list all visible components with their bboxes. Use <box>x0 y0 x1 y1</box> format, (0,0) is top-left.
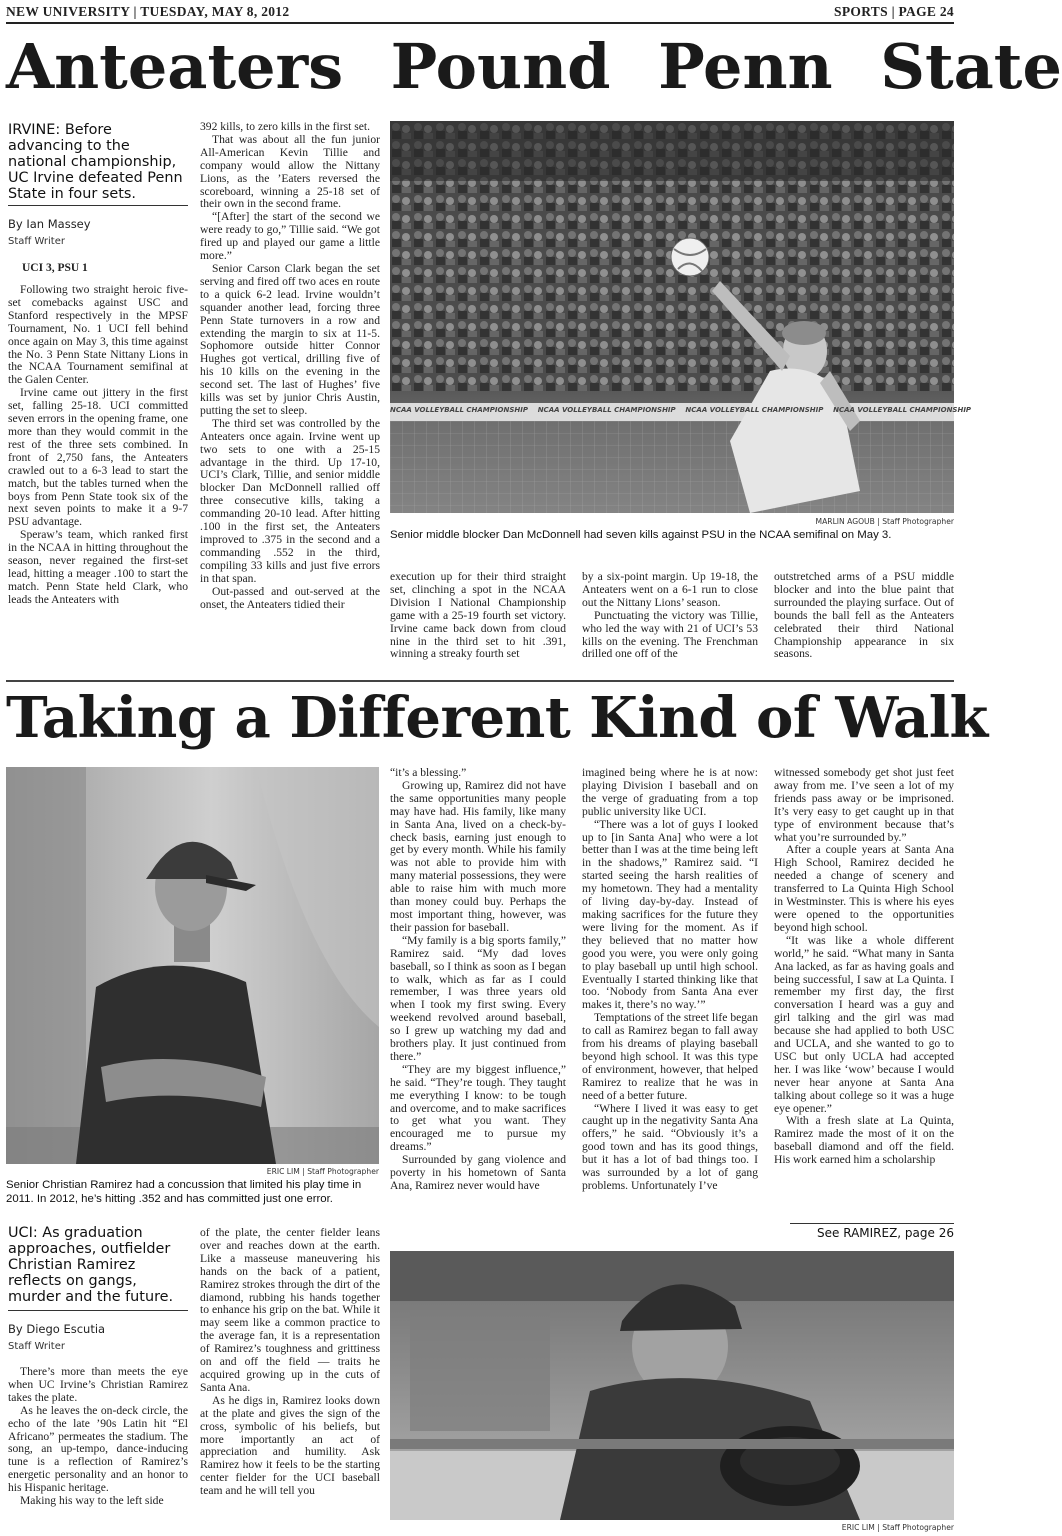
story2-deck: UCI: As graduation approaches, outfielder Christian Ramirez reflects on gangs, murder and the future. <box>8 1225 174 1305</box>
story2-column-5 <box>774 767 954 1221</box>
paragraph: Making his way to the left side <box>20 1494 164 1508</box>
story1-deck-rule <box>8 205 188 206</box>
paragraph: execution up for their third straight set, clinching a spot in the NCAA Division I National Championship game with a 25-19 fourth set victory. Irvine came back down from cloud nine in the third set to hit .391, winning a streaky fourth set <box>390 570 566 661</box>
story1-photo-credit: MARLIN AGOUB | Staff Photographer <box>815 517 954 526</box>
paragraph: As he leaves the on-deck circle, the echo of the late ’90s Latin hit “El Africano” permeates the stadium. The song, an up-tempo, dance-inducing tune is a reflection of Ramirez’s energetic personality and an honor to his Hispanic heritage. <box>8 1403 188 1495</box>
story1-column-5 <box>774 571 954 671</box>
story2-column-3 <box>390 767 566 1246</box>
paragraph: Temptations of the street life began to call as Ramirez began to fall away from his dreams of playing baseball beyond high school. It was this type of environment, however, that helped Ramirez to realize that he was in need of a better future. <box>582 1011 758 1102</box>
jump-line: See RAMIREZ, page 26 <box>817 1226 954 1240</box>
story2-photo1-caption: Senior Christian Ramirez had a concussion that limited his play time in 2011. In 2012, he’s hitting .352 and has committed just one error. <box>6 1179 362 1205</box>
banner-text: NCAA VOLLEYBALL CHAMPIONSHIP <box>685 406 824 414</box>
paragraph: Out-passed and out-served at the onset, the Anteaters tidied their <box>200 584 380 611</box>
ramirez-portrait-art <box>6 767 379 1164</box>
paragraph: “Where I lived it was easy to get caught up in the negativity Santa Ana offers,” he said. “Obviously it’s a good town and has its good things, but it has a lot of bad things too. I was surrounded by a lot of gang problems. Unfortunately I’ve <box>582 1101 758 1192</box>
paragraph: “[After] the start of the second we were ready to go,” Tillie said. “We got fired up and played our game a little more.” <box>200 210 380 263</box>
paragraph: witnessed somebody get shot just feet away from me. I’ve seen a lot of my friends pass away or be imprisoned. It’s very easy to get caught up in that type of environment because that’s what you’re surrounded by.” <box>774 766 954 844</box>
paragraph: As he digs in, Ramirez looks down at the plate and gives the sign of the cross, symbolic of his beliefs, but more importantly an act of appreciation and humility. Ask Ramirez how it feels to be the starting center fielder for the UCI baseball team and he will tell you <box>200 1393 380 1498</box>
story1-headline: Anteaters Pound Penn State <box>6 30 1062 103</box>
paragraph: With a fresh slate at La Quinta, Ramirez made the most of it on the baseball diamond and off the field. His work earned him a scholarship <box>774 1114 954 1167</box>
story2-column-2 <box>200 1227 380 1530</box>
folio-left: NEW UNIVERSITY | TUESDAY, MAY 8, 2012 <box>6 4 290 19</box>
banner-text: NCAA VOLLEYBALL CHAMPIONSHIP <box>390 406 528 414</box>
paragraph: Senior Carson Clark began the set serving and fired off two aces en route to a quick 6-2 lead. Irvine wouldn’t squander another lead, forcing three Penn State turnovers in a row and extending the margin to six at 11-5. Sophomore outside hitter Connor Hughes got vertical, drilling five of his 10 kills on the evening in the second set. The last of Hughes’ five kills was set by junior Chris Austin, putting the set to sleep. <box>200 261 380 417</box>
story2-column-1 <box>8 1366 188 1530</box>
paragraph: “it’s a blessing.” <box>390 766 467 779</box>
paragraph: “They are my biggest influence,” he said. “They’re tough. They taught me everything I know: to be tough and overcome, and to make sacrifices to get what you want. They encouraged me to pursue my dreams.” <box>390 1062 566 1154</box>
paragraph: of the plate, the center fielder leans over and reaches down at the earth. Like a masseuse maneuvering his hands on the back of a patient, Ramirez strokes through the dirt of the diamond, rubbing his hands together to enhance his grip on the bat. While it may seem like a common practice to the average fan, it is a representation of Ramirez’s toughness and grittiness on and off the field — traits he acquired growing up in the cuts of Santa Ana. <box>200 1226 380 1394</box>
paragraph: Punctuating the victory was Tillie, who led the way with 21 of UCI’s 53 kills on the evening. The Frenchman drilled one off of the <box>582 608 758 661</box>
paragraph: There’s more than meets the eye when UC Irvine’s Christian Ramirez takes the plate. <box>8 1365 188 1404</box>
story2-deck-rule <box>8 1310 188 1311</box>
story2-byline: By Diego Escutia <box>8 1322 106 1336</box>
header-rule <box>6 22 954 24</box>
story1-column-4 <box>582 571 758 671</box>
paragraph: imagined being where he is at now: playing Division I baseball and on the verge of graduating from a top public university like UCI. <box>582 766 758 818</box>
story1-column-2 <box>200 121 380 669</box>
paragraph: Speraw’s team, which ranked first in the NCAA in hitting throughout the season, never regained the first-set lead, hitting a meager .100 to start the match. Penn State held Clark, who leads the Anteaters with <box>8 528 188 606</box>
paragraph: Growing up, Ramirez did not have the same opportunities many people may have had. His family, like many in Santa Ana, lived on a check-by-check basis, earning just enough to get by every month. While his family was not able to provide him with many material possessions, they were able to raise him with much more than money could buy. Perhaps the most important thing, however, was their passion for baseball. <box>390 778 566 934</box>
paragraph: That was about all the fun junior All-American Kevin Tillie and company would allow the Nittany Lions, as the ’Eaters reversed the scoreboard, winning a 25-18 set of their own in the second frame. <box>200 132 380 211</box>
paragraph: outstretched arms of a PSU middle blocker and into the blue paint that surrounded the playing surface. Out of bounds the ball fell as the Anteaters celebrated their third National Championship appearance in six seasons. <box>774 570 954 661</box>
paragraph: Irvine came out jittery in the first set, falling 25-18. UCI committed seven errors in the opening frame, one more than they would commit in the rest of the three sets combined. In front of 2,750 fans, the Anteaters crawled out to a 6-3 lead to start the match, but the tables turned when the boys from Penn State took six of the next seven points to make it a 9-7 PSU advantage. <box>8 386 188 529</box>
paragraph: The third set was controlled by the Anteaters once again. Irvine went up two sets to one with a 25-15 advantage in the third. Up 17-10, UCI’s Clark, Tillie, and senior middle blocker Dan McDonnell rallied off three consecutive kills, taking a commanding 20-10 lead. After hitting .100 in the first set, the Anteaters improved to .375 in the second and a commanding .552 in the third, compiling 33 kills and just five errors in that span. <box>200 416 380 585</box>
paragraph: “There was a lot of guys I looked up to [in Santa Ana] who were a lot better than I was at the time being left in the shadows,” Ramirez said. “I started seeing the harsh realities of my hometown. They had a mentality of living day-by-day. Instead of making sacrifices for the future they were living for the moment. As if they believed that no matter how good you were, you were only going to play baseball up until high school. Eventually I started thinking like that too. ‘Nobody from Santa Ana ever makes it, there’s no way.’” <box>582 817 758 1012</box>
paragraph: “My family is a big sports family,” Ramirez said. “My dad loves baseball, so I think as soon as I began to walk, which as far as I could remember, I was three years old when I took my first swing. Every weekend revolved around baseball, so I grew up watching my dad and brothers play. It just continued from there.” <box>390 933 566 1063</box>
story1-column-1 <box>8 284 188 670</box>
story1-byline-role: Staff Writer <box>8 236 65 247</box>
jump-rule <box>790 1223 954 1224</box>
story1-photo-caption: Senior middle blocker Dan McDonnell had seven kills against PSU in the NCAA semifinal on May 3. <box>390 529 892 541</box>
paragraph: Surrounded by gang violence and poverty in his hometown of Santa Ana, Ramirez never would have <box>390 1153 566 1192</box>
volleyball-photo-art <box>390 121 954 513</box>
banner-text: NCAA VOLLEYBALL CHAMPIONSHIP <box>833 406 972 414</box>
story2-headline: Taking a Different Kind of Walk <box>6 685 988 751</box>
paragraph: by a six-point margin. Up 19-18, the Anteaters went on a 6-1 run to close out the Nittany Lions’ season. <box>582 570 758 609</box>
banner-text: NCAA VOLLEYBALL CHAMPIONSHIP <box>537 406 676 414</box>
paragraph: Following two straight heroic five-set comebacks against USC and Stanford respectively in the MPSF Tournament, No. 1 UCI fell behind once again on May 3, this time against the No. 3 Penn State Nittany Lions in the NCAA Tournament semifinal at the Galen Center. <box>8 283 188 387</box>
volleyball-photo <box>390 121 972 513</box>
story2-photo1-credit: ERIC LIM | Staff Photographer <box>266 1167 379 1176</box>
ramirez-dugout-art <box>390 1251 954 1520</box>
paragraph: After a couple years at Santa Ana High School, Ramirez decided he needed a change of scenery and transferred to La Quinta High School in Westminster. This is where his eyes were opened to the opportunities beyond high school. <box>774 843 954 934</box>
story1-score: UCI 3, PSU 1 <box>22 262 88 274</box>
story2-column-4 <box>582 767 758 1246</box>
story2-photo2-credit: ERIC LIM | Staff Photographer <box>841 1523 954 1532</box>
ramirez-dugout-photo <box>390 1251 954 1520</box>
ramirez-portrait-photo <box>6 767 379 1164</box>
story1-column-3 <box>390 571 566 671</box>
net-banner <box>390 406 972 414</box>
folio-right: SPORTS | PAGE 24 <box>834 4 954 19</box>
paragraph: 392 kills, to zero kills in the first set. <box>200 120 371 133</box>
paragraph: “It was like a whole different world,” he said. “What many in Santa Ana lacked, as far as having goals and being successful, I saw at La Quinta. I remember my first day, the first conversation I heard was a guy and girl talking and the girl was mad because she had applied to both USC and UCLA, and she wanted to go to USC but only UCLA had accepted her. I was like ‘wow’ because I would never hear anyone at Santa Ana talking about college so it was a huge eye opener.” <box>774 933 954 1115</box>
story1-deck: IRVINE: Before advancing to the national championship, UC Irvine defeated Penn State in four sets. <box>8 122 183 202</box>
story1-byline: By Ian Massey <box>8 217 91 231</box>
story2-byline-role: Staff Writer <box>8 1341 65 1352</box>
